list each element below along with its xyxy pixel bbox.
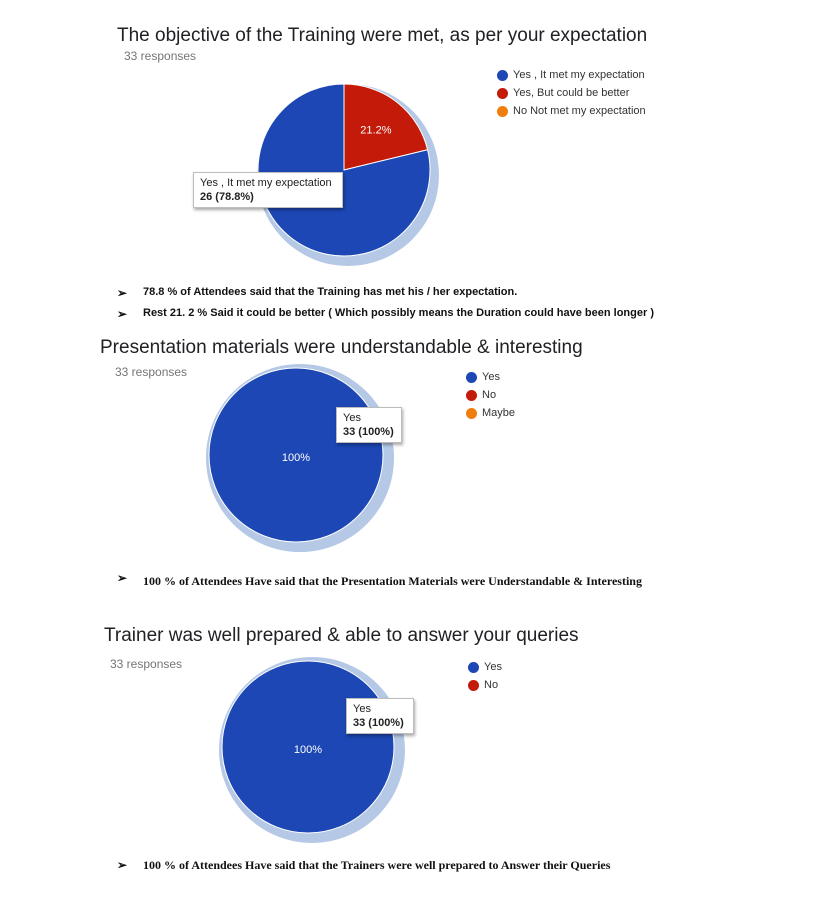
legend-swatch	[468, 662, 479, 673]
chart-2-tooltip	[336, 407, 402, 443]
legend-item	[466, 368, 515, 386]
legend-item	[466, 386, 515, 404]
legend-label: Yes	[482, 371, 500, 383]
chart-1-title: The objective of the Training were met, as per your expectation	[117, 25, 648, 46]
legend-label: Yes , It met my expectation	[513, 69, 645, 81]
legend-label: No	[484, 679, 499, 691]
tooltip-label: Yes	[343, 412, 361, 424]
bullet-arrow-icon: ➢	[117, 286, 128, 300]
tooltip-label: Yes , It met my expectation	[200, 177, 332, 189]
tooltip-value: 26 (78.8%)	[200, 191, 254, 203]
tooltip-label: Yes	[353, 703, 371, 715]
chart-3-bullets	[117, 858, 797, 879]
legend-swatch	[497, 88, 508, 99]
legend-swatch	[497, 70, 508, 81]
bullet-arrow-icon: ➢	[117, 571, 128, 585]
chart-3-pie	[208, 647, 408, 847]
tooltip-value: 33 (100%)	[343, 426, 394, 438]
bullet-arrow-icon: ➢	[117, 307, 128, 321]
legend-swatch	[466, 390, 477, 401]
chart-3-title: Trainer was well prepared & able to answer your queries	[104, 625, 579, 646]
chart-2-legend	[466, 368, 515, 422]
chart-2-pie	[196, 355, 396, 555]
bullet-item	[117, 286, 757, 301]
legend-label: No	[482, 389, 497, 401]
pie-data-label: 100%	[293, 744, 323, 756]
chart-1-bullets	[117, 286, 757, 328]
legend-label: Yes, But could be better	[513, 87, 630, 99]
chart-2-title: Presentation materials were understandable & interesting	[100, 337, 583, 358]
legend-item	[468, 658, 502, 676]
chart-2-response-count: 33 responses	[115, 365, 188, 379]
bullet-text: 78.8 % of Attendees said that the Training has met his / her expectation.	[143, 286, 518, 298]
bullet-item	[117, 858, 797, 873]
chart-1-tooltip	[193, 172, 343, 208]
chart-2-bullets	[117, 571, 707, 597]
legend-swatch	[466, 372, 477, 383]
pie-data-label: 100%	[281, 452, 311, 464]
legend-label: Yes	[484, 661, 502, 673]
legend-swatch	[466, 408, 477, 419]
chart-3-tooltip	[346, 698, 414, 734]
chart-1-legend	[497, 66, 646, 120]
legend-label: No Not met my expectation	[513, 105, 646, 117]
legend-item	[497, 102, 646, 120]
chart-3-legend	[468, 658, 502, 694]
tooltip-value: 33 (100%)	[353, 717, 404, 729]
bullet-text: 100 % of Attendees Have said that the Trainers were well prepared to Answer their Queries	[143, 858, 611, 872]
legend-item	[497, 66, 646, 84]
bullet-item	[117, 571, 707, 591]
bullet-text: Rest 21. 2 % Said it could be better ( Which possibly means the Duration could have been longer )	[143, 307, 654, 319]
bullet-item	[117, 307, 757, 322]
bullet-text: 100 % of Attendees Have said that the Presentation Materials were Understandable & Interesting	[143, 574, 642, 588]
legend-swatch	[497, 106, 508, 117]
chart-3-response-count: 33 responses	[110, 657, 183, 671]
legend-item	[468, 676, 502, 694]
chart-1-response-count: 33 responses	[124, 49, 197, 63]
legend-item	[466, 404, 515, 422]
bullet-arrow-icon: ➢	[117, 858, 128, 872]
pie-data-label: 21.2%	[360, 124, 392, 137]
legend-swatch	[468, 680, 479, 691]
legend-item	[497, 84, 646, 102]
legend-label: Maybe	[482, 407, 516, 419]
